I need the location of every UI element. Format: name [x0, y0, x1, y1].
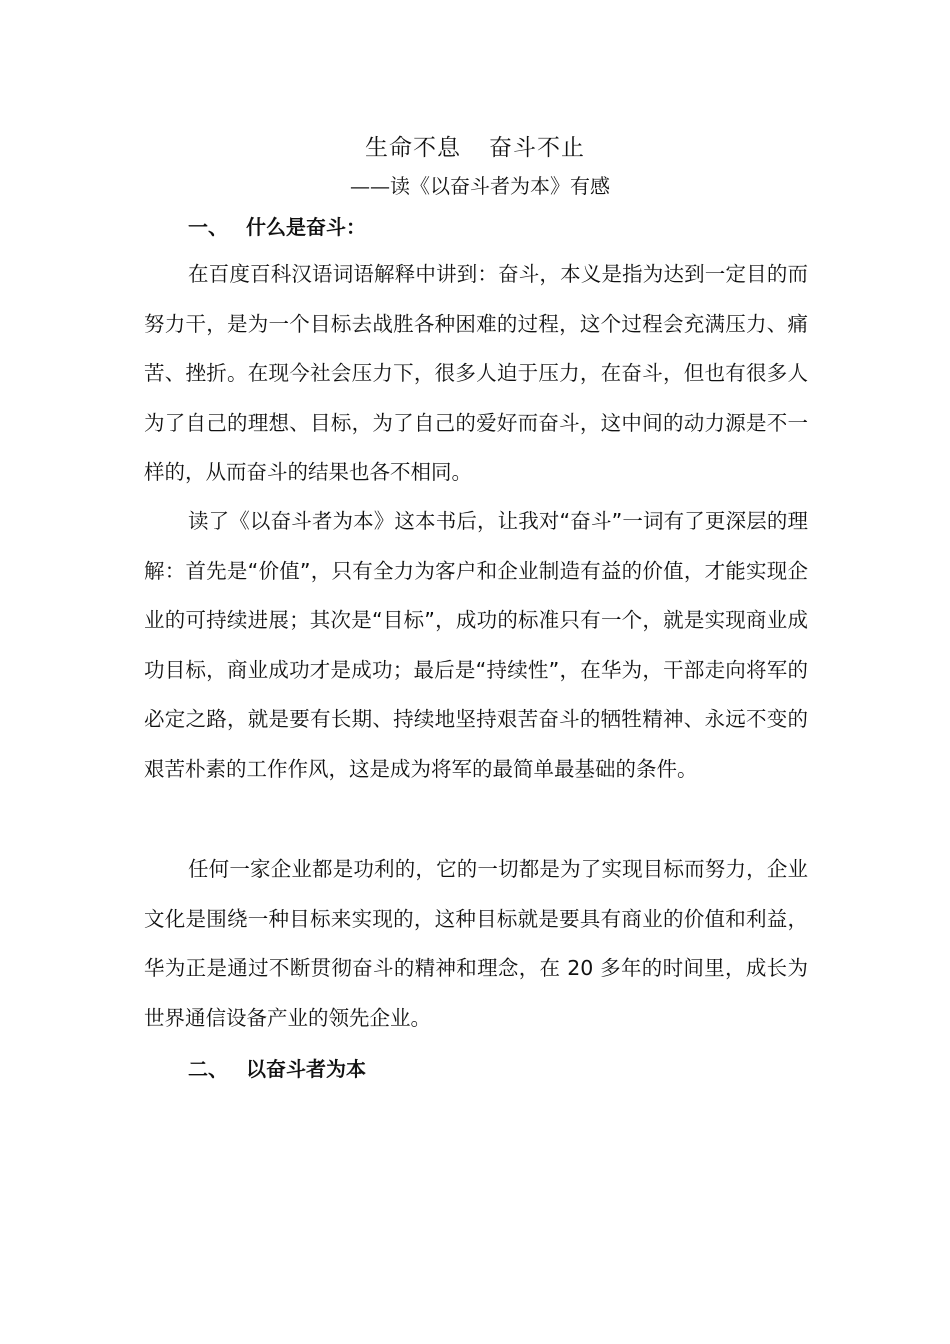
paragraph-1: 在百度百科汉语词语解释中讲到：奋斗，本义是指为达到一定目的而努力干，是为一个目标去战胜各种困难的过程，这个过程会充满压力、痛苦、挫折。在现今社会压力下，很多人迫于压力，在奋斗，但也有很多人为了自己的理想、目标，为了自己的爱好而奋斗，这中间的动力源是不一样的，从而奋斗的结果也各不相同。 — [144, 262, 808, 485]
section-title-2: 以奋斗者为本 — [246, 1057, 366, 1081]
title-part-1: 生命不息 — [365, 135, 461, 161]
paragraph-2: 读了《以奋斗者为本》这本书后，让我对“奋斗”一词有了更深层的理解：首先是“价值”，只有全力为客户和企业制造有益的价值，才能实现企业的可持续进展；其次是“目标”，成功的标准只有一个，就是实现商业成功目标，商业成功才是成功；最后是“持续性”，在华为，干部走向将军的必定之路，就是要有长期、持续地坚持艰苦奋斗的牺牲精神、永远不变的艰苦朴素的工作作风，这是成为将军的最简单最基础的条件。 — [144, 509, 808, 781]
section-number-2: 二、 — [188, 1057, 228, 1081]
section-heading-1 — [188, 211, 366, 243]
title-part-2: 奋斗不止 — [489, 135, 585, 161]
section-number-1: 一、 — [188, 215, 228, 239]
section-heading-2 — [188, 1053, 366, 1085]
document-subtitle: ——读《以奋斗者为本》有感 — [350, 174, 610, 198]
document-title — [0, 131, 950, 165]
paragraph-3: 任何一家企业都是功利的，它的一切都是为了实现目标而努力，企业文化是围绕一种目标来实现的，这种目标就是要具有商业的价值和利益，华为正是通过不断贯彻奋斗的精神和理念，在 20 多年的时间里，成长为世界通信设备产业的领先企业。 — [144, 857, 808, 1030]
section-title-1: 什么是奋斗： — [246, 215, 366, 239]
